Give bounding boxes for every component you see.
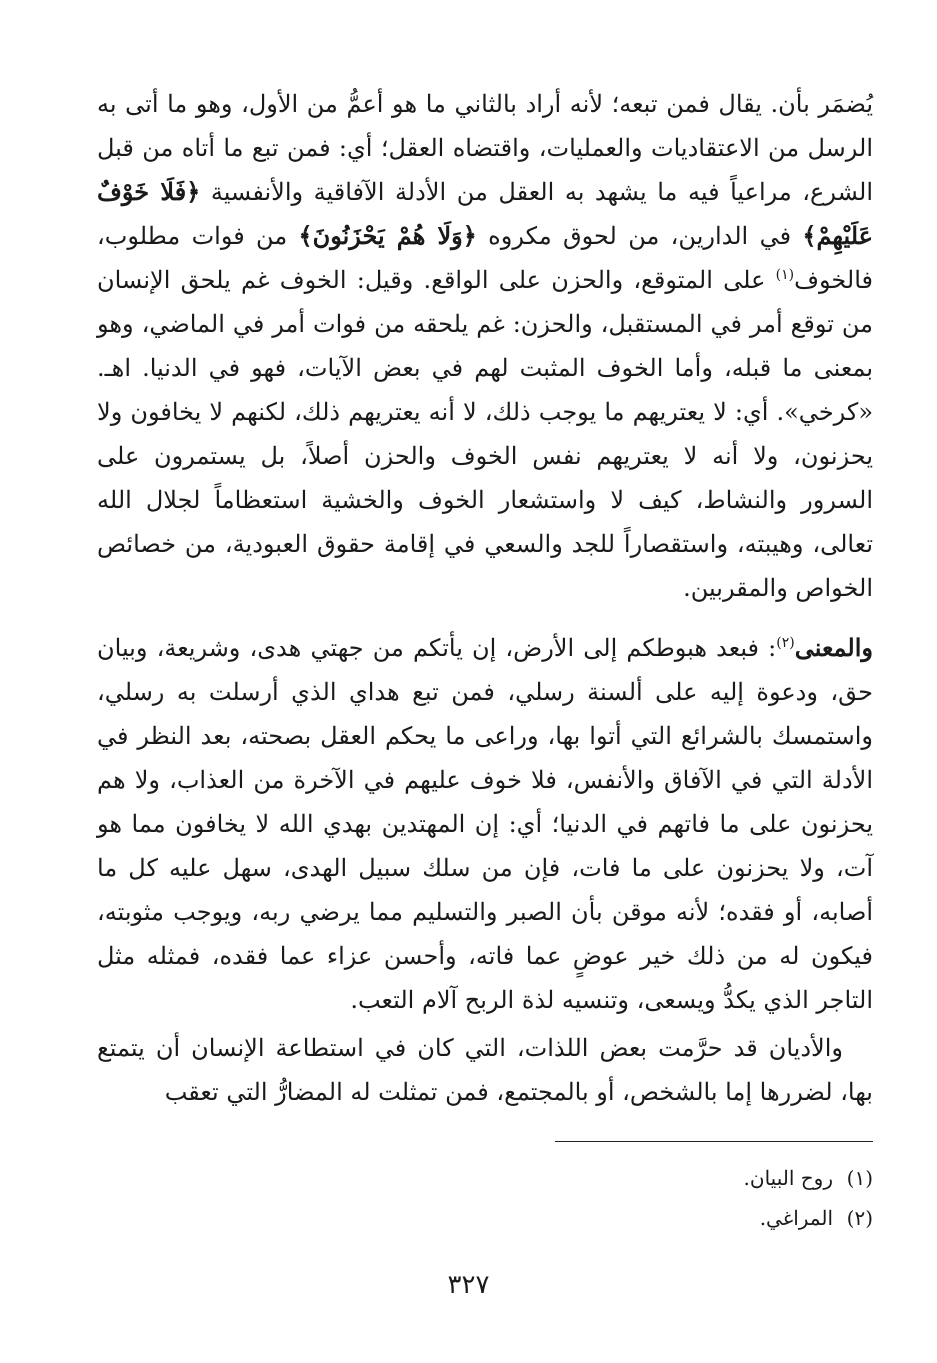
paragraph-3 — [97, 1026, 873, 1114]
paragraph-1 — [97, 82, 873, 610]
footnote-1 — [97, 1158, 873, 1198]
footnote-1-text: روح البيان. — [743, 1166, 833, 1190]
footnote-2-text: المراغي. — [759, 1206, 833, 1230]
quran-quote-2: ﴿وَلَا هُمْ يَحْزَنُونَ﴾ — [298, 221, 477, 250]
page-number: ٣٢٧ — [447, 1270, 490, 1300]
paragraph-2-text: : فبعد هبوطكم إلى الأرض، إن يأتكم من جهتي هدى، وشريعة، وبيان حق، ودعوة إليه على ألسنة رسلي، فمن تبع هداي الذي أرسلت به رسلي، واستمسك بالشرائع التي أتوا بها، وراعى ما يحكم العقل بصحته، بعد النظر في الأدلة التي في الآفاق والأنفس، فلا خوف عليهم في الآخرة من العذاب، ولا هم يحزنون على ما فاتهم في الدنيا؛ أي: إن المهتدين بهدي الله لا يخافون مما هو آت، ولا يحزنون على ما فات، فإن من سلك سبيل الهدى، سهل عليه كل ما أصابه، أو فقده؛ لأنه موقن بأن الصبر والتسليم مما يرضي ربه، ويوجب مثوبته، فيكون له من ذلك خير عوضٍ عما فاته، وأحسن عزاء عما فقده، فمثله مثل التاجر الذي يكدُّ ويسعى، وتنسيه لذة الربح آلام التعب. — [97, 634, 873, 1014]
paragraph-3-text: والأديان قد حرَّمت بعض اللذات، التي كان في استطاعة الإنسان أن يتمتع بها، لضررها إما بالشخص، أو بالمجتمع، فمن تمثلت له المضارُّ التي تعقب — [97, 1034, 873, 1106]
paragraph-1-part-d: على المتوقع، والحزن على الواقع. وقيل: الخوف غم يلحق الإنسان من توقع أمر في المستقبل، والحزن: غم يلحقه من فوات أمر في الماضي، وهو بمعنى ما قبله، وأما الخوف المثبت لهم في بعض الآيات، فهو في الدنيا. اهـ. «كرخي». أي: لا يعتريهم ما يوجب ذلك، لا أنه يعتريهم ذلك، لكنهم لا يخافون ولا يحزنون، ولا أنه لا يعتريهم نفس الخوف والحزن أصلاً، بل يستمرون على السرور والنشاط، كيف لا واستشعار الخوف والخشية استعظاماً لجلال الله تعالى، وهيبته، واستقصاراً للجد والسعي في إقامة حقوق العبودية، من خصائص الخواص والمقربين. — [97, 266, 873, 602]
paragraph-1-part-b: في الدارين، من لحوق مكروه — [476, 222, 803, 250]
footnote-1-number: (١) — [846, 1166, 873, 1190]
quran-quote-1: ﴿فَلَا خَوْفٌ عَلَيْهِمْ﴾ — [97, 177, 873, 250]
footnote-ref-1: (١) — [775, 267, 795, 283]
paragraph-1-part-a: يُضمَر بأن. يقال فمن تبعه؛ لأنه أراد بالثاني ما هو أعمُّ من الأول، وهو ما أتى به الرسل من الاعتقاديات والعمليات، واقتضاه العقل؛ أي: فمن تبع ما أتاه من قبل الشرع، مراعياً فيه ما يشهد به العقل من الأدلة الآفاقية والأنفسية — [97, 90, 873, 206]
paragraph-2-lead: والمعنى — [794, 633, 873, 662]
footnote-2 — [97, 1198, 873, 1238]
footnote-2-number: (٢) — [846, 1206, 873, 1230]
footnote-ref-2: (٢) — [776, 635, 795, 651]
paragraph-2 — [97, 626, 873, 1022]
footnote-separator — [555, 1141, 873, 1142]
footnotes — [97, 1158, 873, 1238]
paragraph-1-part-c: من فوات مطلوب، فالخوف — [97, 222, 873, 294]
